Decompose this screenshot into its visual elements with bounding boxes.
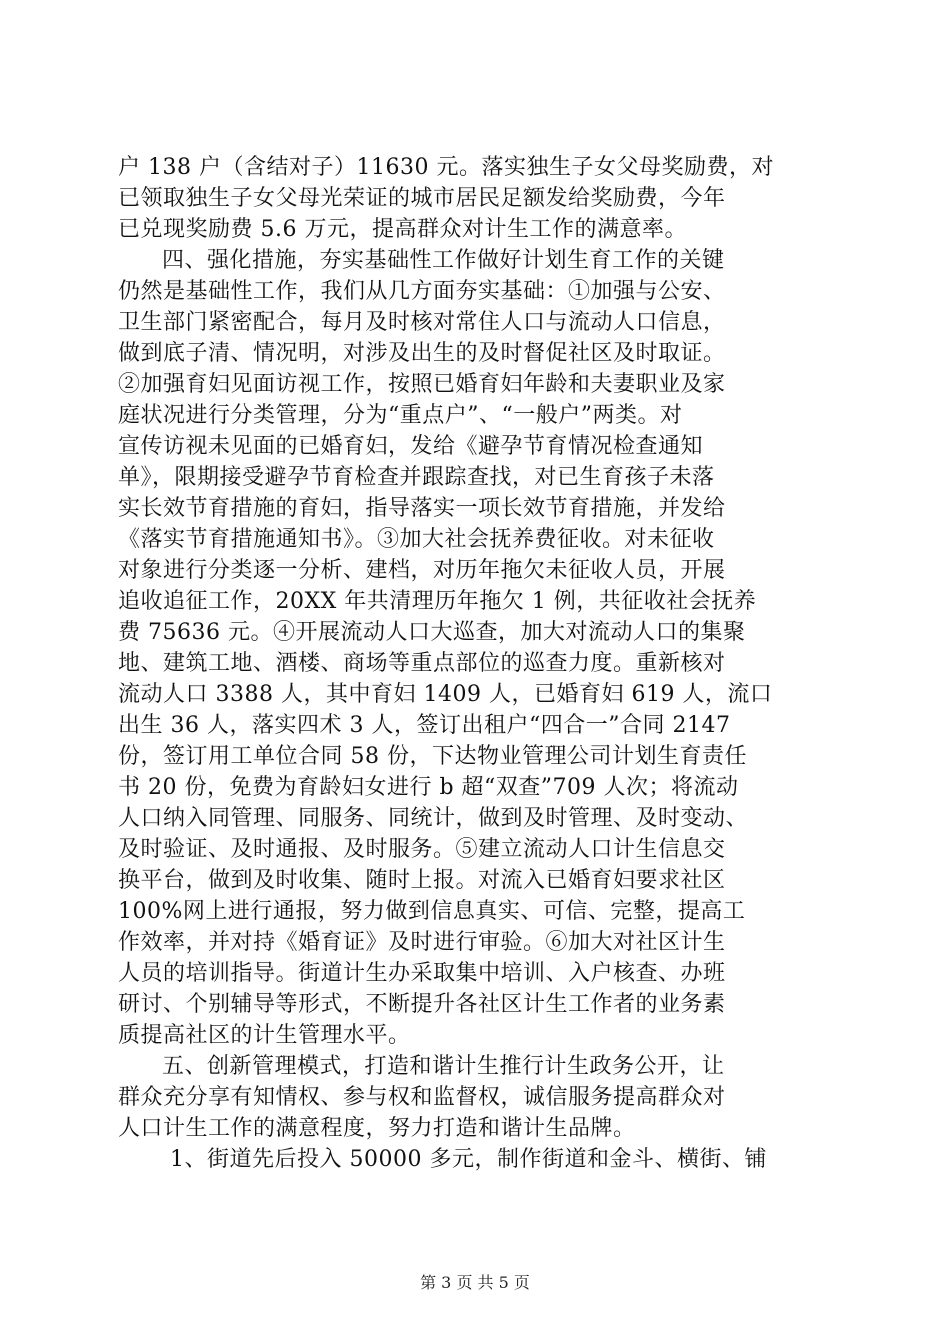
text-line: 庭状况进行分类管理，分为“重点户”、“一般户”两类。对 [118, 403, 683, 428]
text-line: 流动人口 3388 人，其中育妇 1409 人，已婚育妇 619 人，流口 [118, 682, 773, 707]
text-line: 人员的培训指导。街道计生办采取集中培训、入户核查、办班 [118, 961, 726, 986]
text-line: 费 75636 元。④开展流动人口大巡查，加大对流动人口的集聚 [118, 620, 746, 645]
text-line: 质提高社区的计生管理水平。 [118, 1023, 411, 1048]
text-line: 追收追征工作，20XX 年共清理历年拖欠 1 例，共征收社会抚养 [118, 589, 757, 614]
text-line: 及时验证、及时通报、及时服务。⑤建立流动人口计生信息交 [118, 837, 726, 862]
document-body [118, 152, 834, 1175]
text-line: 人口计生工作的满意程度，努力打造和谐计生品牌。 [118, 1116, 636, 1141]
text-line: 对象进行分类逐一分析、建档，对历年拖欠未征收人员，开展 [118, 558, 726, 583]
list-item-line: 1、街道先后投入 50000 多元，制作街道和金斗、横街、铺 [170, 1147, 767, 1172]
text-line: 已兑现奖励费 5.6 万元，提高群众对计生工作的满意率。 [118, 217, 687, 242]
text-line: 做到底子清、情况明，对涉及出生的及时督促社区及时取证。 [118, 341, 726, 366]
text-line: 群众充分享有知情权、参与权和监督权，诚信服务提高群众对 [118, 1085, 726, 1110]
page-footer [0, 1273, 950, 1293]
text-line: 户 138 户（含结对子）11630 元。落实独生子女父母奖励费，对 [118, 155, 774, 180]
text-line: 宣传访视未见面的已婚育妇，发给《避孕节育情况检查通知 [118, 434, 704, 459]
section-heading-line: 五、创新管理模式，打造和谐计生推行计生政务公开，让 [162, 1054, 725, 1079]
text-line: 已领取独生子女父母光荣证的城市居民足额发给奖励费，今年 [118, 186, 726, 211]
text-line: 份，签订用工单位合同 58 份，下达物业管理公司计划生育责任 [118, 744, 747, 769]
text-line: ②加强育妇见面访视工作，按照已婚育妇年龄和夫妻职业及家 [118, 372, 726, 397]
text-line: 换平台，做到及时收集、随时上报。对流入已婚育妇要求社区 [118, 868, 726, 893]
text-line: 地、建筑工地、酒楼、商场等重点部位的巡查力度。重新核对 [118, 651, 726, 676]
text-line: 出生 36 人，落实四术 3 人，签订出租户“四合一”合同 2147 [118, 713, 731, 738]
text-line: 仍然是基础性工作，我们从几方面夯实基础：①加强与公安、 [118, 279, 726, 304]
text-line: 研讨、个别辅导等形式，不断提升各社区计生工作者的业务素 [118, 992, 726, 1017]
page-number: 第 3 页 共 5 页 [420, 1273, 530, 1292]
text-line: 作效率，并对持《婚育证》及时进行审验。⑥加大对社区计生 [118, 930, 726, 955]
text-line: 《落实节育措施通知书》。③加大社会抚养费征收。对未征收 [118, 527, 715, 552]
text-line: 人口纳入同管理、同服务、同统计，做到及时管理、及时变动、 [118, 806, 749, 831]
section-heading-line: 四、强化措施，夯实基础性工作做好计划生育工作的关键 [162, 248, 725, 273]
text-line: 单》，限期接受避孕节育检查并跟踪查找，对已生育孩子未落 [118, 465, 715, 490]
text-line: 卫生部门紧密配合，每月及时核对常住人口与流动人口信息， [118, 310, 726, 335]
text-line: 书 20 份，免费为育龄妇女进行 b 超“双查”709 人次；将流动 [118, 775, 739, 800]
text-line: 实长效节育措施的育妇，指导落实一项长效节育措施，并发给 [118, 496, 726, 521]
text-line: 100%网上进行通报，努力做到信息真实、可信、完整，提高工 [118, 899, 746, 924]
